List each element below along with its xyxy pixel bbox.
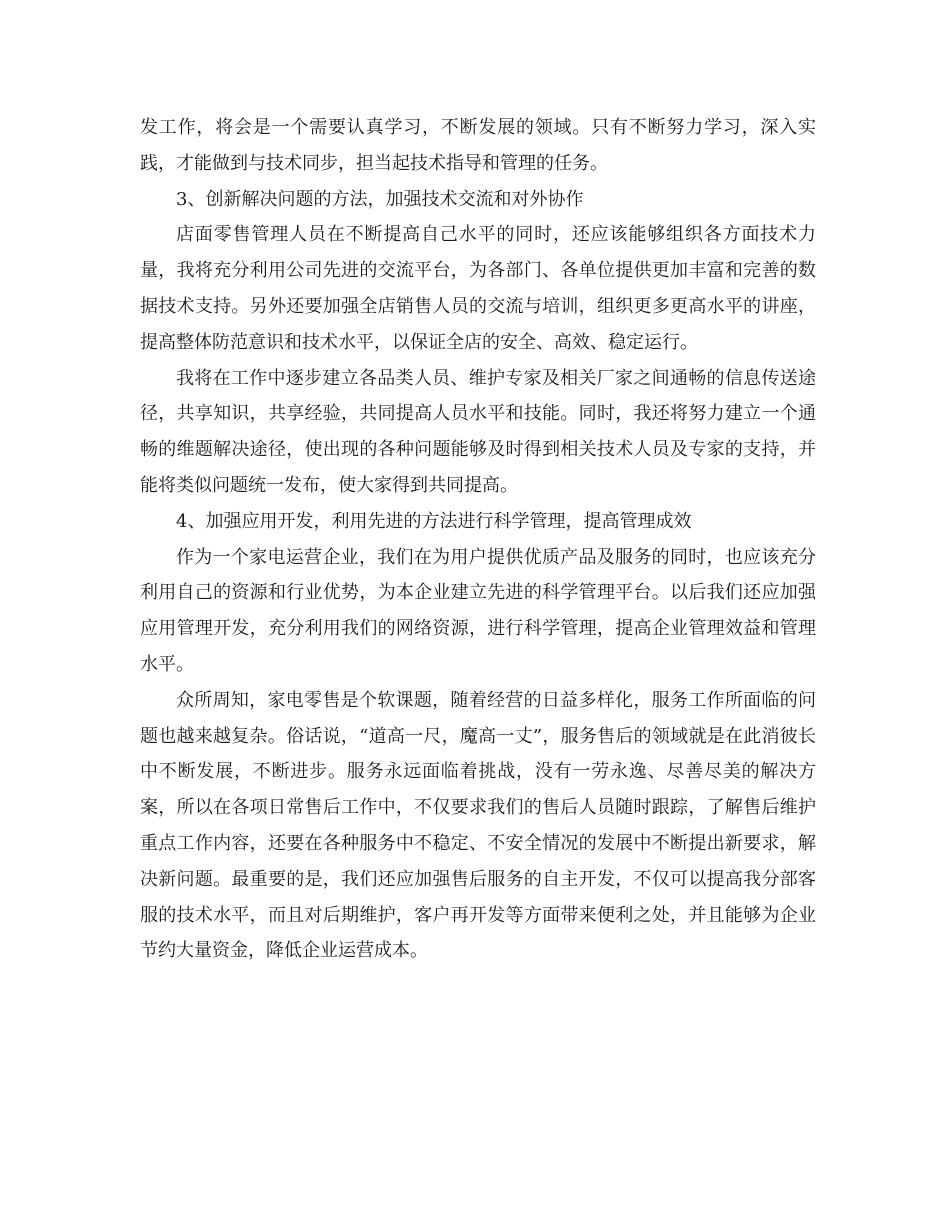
paragraph-information-channel: 我将在工作中逐步建立各品类人员、维护专家及相关厂家之间通畅的信息传送途径，共享知识，共享经验，共同提高人员水平和技能。同时，我还将努力建立一个通畅的维题解决途径，使出现的各种问题能够及时得到相关技术人员及专家的支持，并能将类似问题统一发布，使大家得到共同提高。 bbox=[140, 367, 816, 496]
paragraph-store-management: 店面零售管理人员在不断提高自己水平的同时，还应该能够组织各方面技术力量，我将充分利用公司先进的交流平台，为各部门、各单位提供更加丰富和完善的数据技术支持。另外还要加强全店销售人员的交流与培训，组织更多更高水平的讲座，提高整体防范意识和技术水平，以保证全店的安全、高效、稳定运行。 bbox=[140, 224, 816, 353]
document-page bbox=[140, 110, 816, 969]
section-heading-4: 4、加强应用开发，利用先进的方法进行科学管理，提高管理成效 bbox=[176, 510, 692, 532]
paragraph-after-sales-service: 众所周知，家电零售是个软课题，随着经营的日益多样化，服务工作所面临的问题也越来越复杂。俗话说，“道高一尺，魔高一丈”，服务售后的领域就是在此消彼长中不断发展，不断进步。服务永远面临着挑战，没有一劳永逸、尽善尽美的解决方案，所以在各项日常售后工作中，不仅要求我们的售后人员随时跟踪，了解售后维护重点工作内容，还要在各种服务中不稳定、不安全情况的发展中不断提出新要求，解决新问题。最重要的是，我们还应加强售后服务的自主开发，不仅可以提高我分部客服的技术水平，而且对后期维护，客户再开发等方面带来便利之处，并且能够为企业节约大量资金，降低企业运营成本。 bbox=[140, 689, 816, 962]
paragraph-management-platform: 作为一个家电运营企业，我们在为用户提供优质产品及服务的同时，也应该充分利用自己的资源和行业优势，为本企业建立先进的科学管理平台。以后我们还应加强应用管理开发，充分利用我们的网络资源，进行科学管理，提高企业管理效益和管理水平。 bbox=[140, 546, 816, 675]
paragraph-continued-development: 发工作，将会是一个需要认真学习，不断发展的领域。只有不断努力学习，深入实践，才能做到与技术同步，担当起技术指导和管理的任务。 bbox=[140, 117, 816, 174]
section-heading-3: 3、创新解决问题的方法，加强技术交流和对外协作 bbox=[176, 188, 584, 210]
